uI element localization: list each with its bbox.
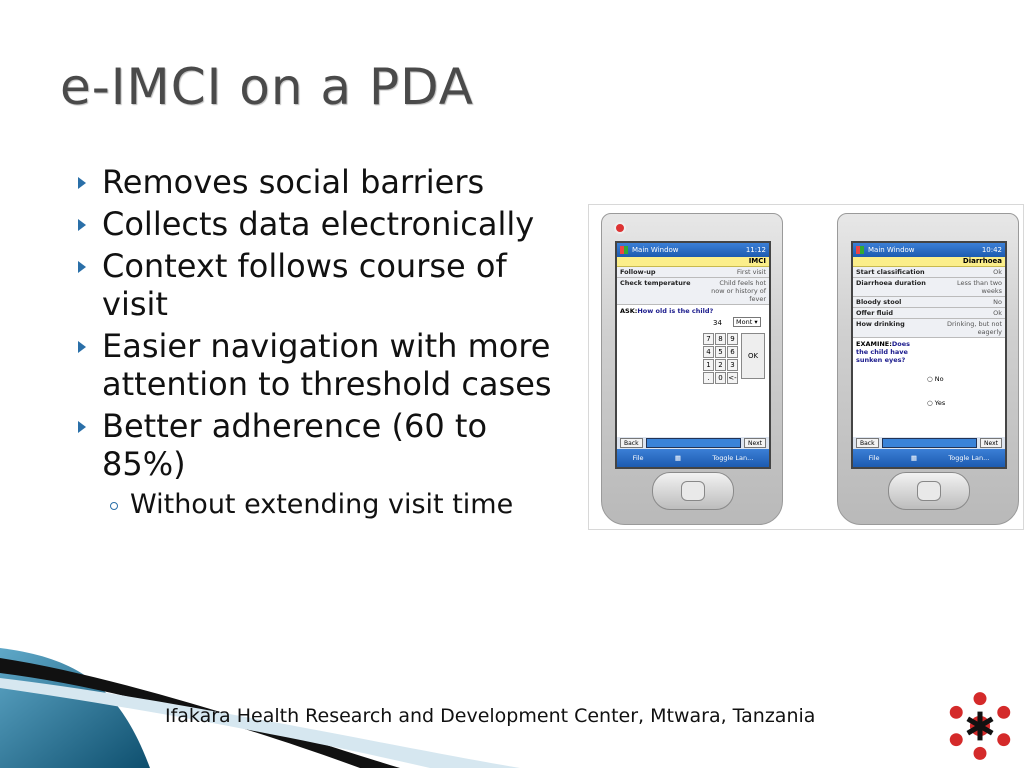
key-button[interactable]: 3 [727, 359, 738, 371]
footer-text: Ifakara Health Research and Development Center, Mtwara, Tanzania [165, 705, 816, 727]
data-row[interactable]: Start classification Ok [853, 267, 1005, 278]
menu-toggle-language[interactable]: Toggle Lan... [712, 454, 754, 462]
radio-no[interactable]: ○ No [927, 375, 944, 383]
ring-bullet-icon [110, 502, 118, 510]
examine-question: EXAMINE:Does the child have sunken eyes? [856, 340, 910, 364]
pda-photo [588, 204, 1024, 530]
ask-question: ASK:How old is the child? [620, 307, 714, 315]
keypad [703, 333, 738, 384]
next-button[interactable]: Next [980, 438, 1002, 448]
key-button[interactable]: <- [728, 374, 737, 382]
bullet-item: Better adherence (60 to 85%) Without extending visit time [76, 407, 556, 521]
progress-field [882, 438, 977, 448]
bullet-item: Removes social barriers [76, 163, 556, 201]
menu-bar [853, 449, 1005, 467]
section-label: Diarrhoea [853, 257, 1005, 267]
dpad-icon [652, 472, 734, 510]
ok-button[interactable]: OK [741, 333, 765, 379]
bullet-arrow-icon [78, 421, 86, 433]
windows-flag-icon [856, 246, 864, 254]
data-row[interactable]: Check temperature Child feels hot now or history of fever [617, 278, 769, 305]
back-button[interactable]: Back [856, 438, 879, 448]
title-bar: Main Window 11:12 [617, 243, 769, 257]
pda-screen-right [851, 241, 1007, 469]
key-button[interactable]: 6 [727, 346, 738, 358]
bullet-item: Collects data electronically [76, 205, 556, 243]
bullet-item: Easier navigation with more attention to threshold cases [76, 327, 556, 403]
slide-title: e-IMCI on a PDA [60, 58, 474, 116]
data-row[interactable]: How drinking Drinking, but not eagerly [853, 319, 1005, 338]
dpad-icon [888, 472, 970, 510]
sub-bullet: Without extending visit time [102, 489, 556, 521]
key-button[interactable]: 1 [703, 359, 714, 371]
power-led-icon [614, 222, 626, 234]
key-button[interactable]: 8 [715, 333, 726, 345]
data-row[interactable]: Follow-up First visit [617, 267, 769, 278]
radio-yes[interactable]: ○ Yes [927, 399, 946, 407]
title-bar: Main Window 10:42 [853, 243, 1005, 257]
nav-bar [853, 437, 1005, 449]
key-button[interactable]: 5 [715, 346, 726, 358]
windows-flag-icon [620, 246, 628, 254]
key-button[interactable]: . [703, 372, 714, 384]
data-row[interactable]: Bloody stool No [853, 297, 1005, 308]
pda-device-left [601, 213, 783, 525]
keyboard-icon[interactable]: ▦ [910, 454, 918, 462]
next-button[interactable]: Next [744, 438, 766, 448]
menu-file[interactable]: File [632, 454, 644, 462]
data-row[interactable]: Diarrhoea duration Less than two weeks [853, 278, 1005, 297]
key-button[interactable]: 7 [703, 333, 714, 345]
key-button[interactable]: 2 [715, 359, 726, 371]
unit-select[interactable]: Mont ▾ [733, 317, 761, 327]
menu-file[interactable]: File [868, 454, 880, 462]
menu-bar [617, 449, 769, 467]
pda-device-right [837, 213, 1019, 525]
key-button[interactable]: 9 [727, 333, 738, 345]
bullet-arrow-icon [78, 219, 86, 231]
bullet-list [76, 163, 556, 525]
age-value: 34 [713, 319, 722, 327]
data-row[interactable]: Offer fluid Ok [853, 308, 1005, 319]
institution-logo [944, 690, 1016, 762]
bullet-arrow-icon [78, 261, 86, 273]
bullet-item: Context follows course of visit [76, 247, 556, 323]
bullet-arrow-icon [78, 341, 86, 353]
menu-toggle-language[interactable]: Toggle Lan... [948, 454, 990, 462]
key-button[interactable]: 4 [703, 346, 714, 358]
section-label: IMCI [617, 257, 769, 267]
nav-bar [617, 437, 769, 449]
footer-swoosh [0, 628, 1024, 768]
keyboard-icon[interactable]: ▦ [674, 454, 682, 462]
bullet-arrow-icon [78, 177, 86, 189]
pda-screen-left [615, 241, 771, 469]
key-button[interactable]: 0 [715, 372, 726, 384]
back-button[interactable]: Back [620, 438, 643, 448]
progress-field [646, 438, 741, 448]
